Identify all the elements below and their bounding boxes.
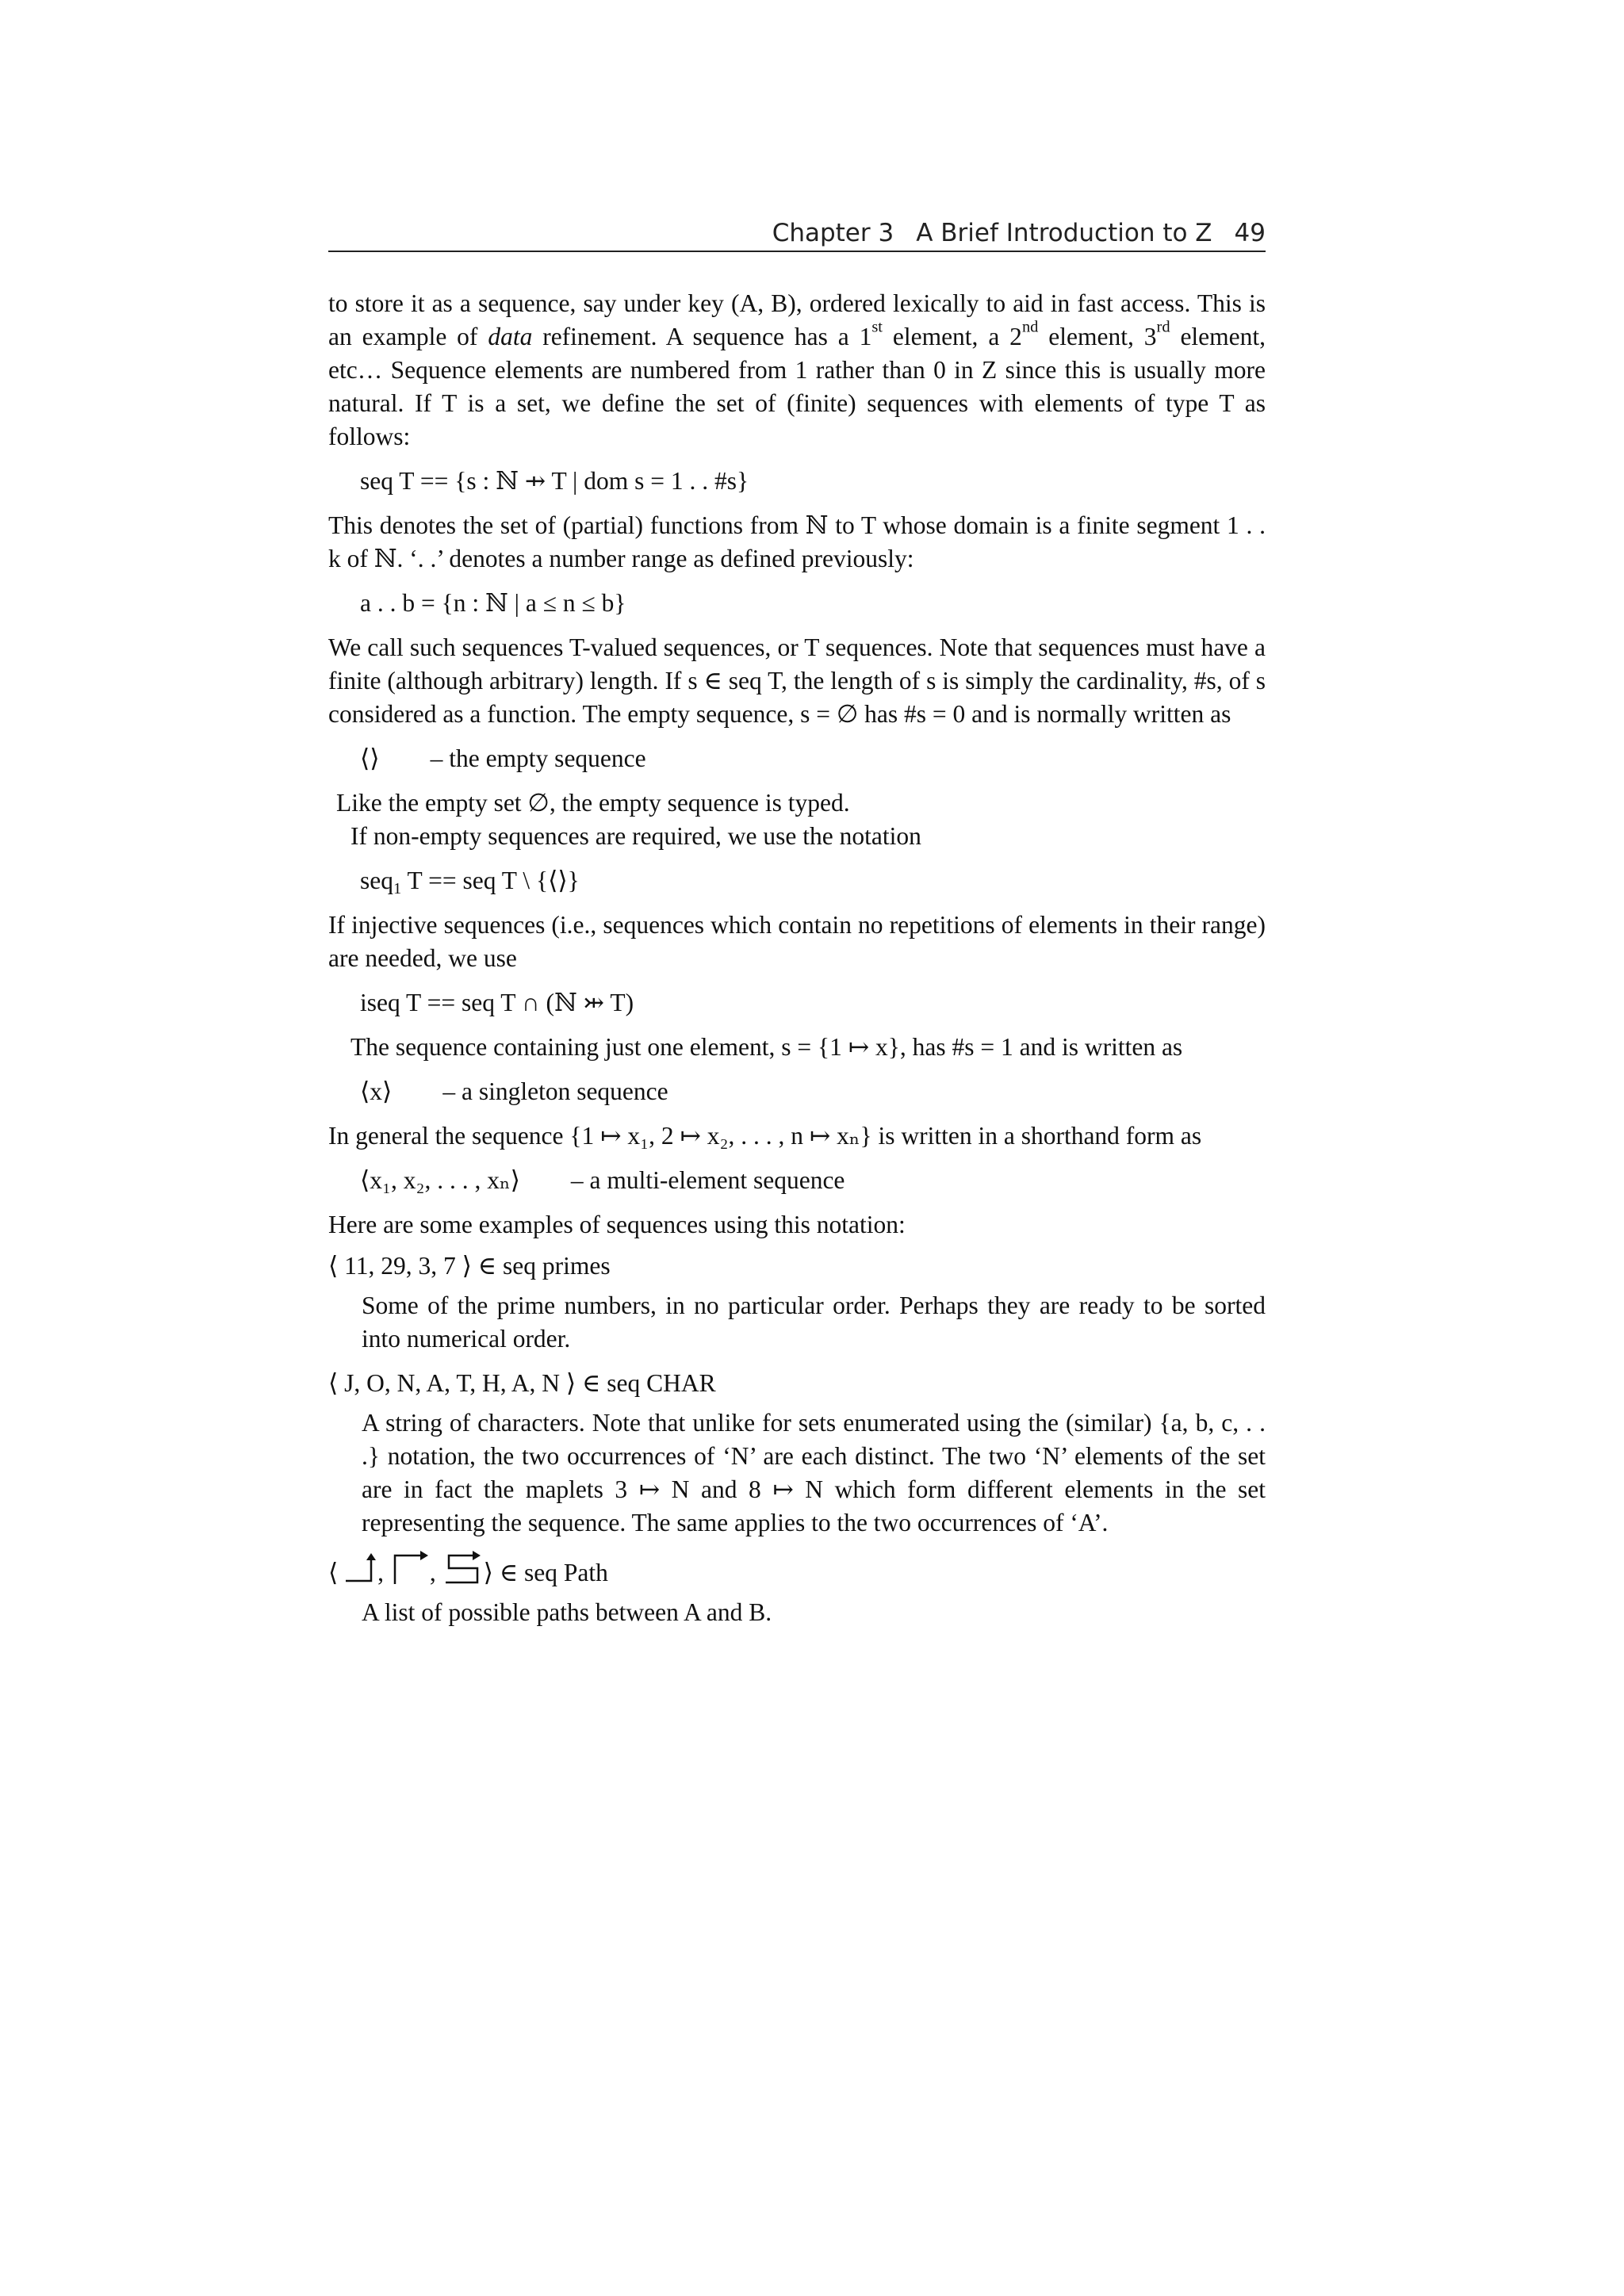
paragraph-singleton: The sequence containing just one element, s = {1 ↦ x}, has #s = 1 and is written as — [350, 1033, 1183, 1061]
paragraph-non-empty: If non-empty sequences are required, we use the notation — [350, 822, 921, 850]
path-loop-icon — [442, 1551, 484, 1586]
example-primes-description: Some of the prime numbers, in no particular order. Perhaps they are ready to be sorted into numerical order. — [362, 1292, 1266, 1353]
example-chars-description: A string of characters. Note that unlike for sets enumerated using the (similar) {a, b, c, . . .} notation, the two occurrences of ‘N’ are each distinct. The two ‘N’ elements of the set are in fact the maplets 3 ↦ N and 8 ↦ N which form different elements in the set representing the sequence. The same applies to the two occurrences of ‘A’. — [362, 1409, 1266, 1536]
empty-sequence-symbol: ⟨⟩ — [360, 744, 380, 772]
example-primes-term: ⟨ 11, 29, 3, 7 ⟩ ∈ seq primes — [328, 1252, 611, 1280]
paragraph-empty-typed: Like the empty set ∅, the empty sequence is typed. — [336, 789, 850, 817]
equation-seq1-definition — [360, 864, 1266, 897]
paragraph-general-sequence: In general the sequence {1 ↦ x₁, 2 ↦ x₂, . . . , n ↦ xₙ} is written in a shorthand form as — [328, 1122, 1202, 1150]
seq-keyword: seq — [360, 867, 393, 894]
path-right-icon — [390, 1551, 430, 1586]
multi-element-note: – a multi-element sequence — [570, 1166, 845, 1194]
chapter-label: Chapter 3 — [772, 219, 894, 247]
seq-subscript: 1 — [393, 880, 402, 898]
multi-element-symbol: ⟨x₁, x₂, . . . , xₙ⟩ — [360, 1166, 520, 1194]
example-chars-term: ⟨ J, O, N, A, T, H, A, N ⟩ ∈ seq CHAR — [328, 1369, 716, 1397]
page-body — [328, 287, 1266, 1640]
equation-empty-sequence — [360, 742, 1266, 775]
separator: , — [429, 1559, 436, 1586]
equation-singleton — [360, 1075, 1266, 1108]
equation-seq-definition: seq T == {s : ℕ ⇸ T | dom s = 1 . . #s} — [360, 467, 749, 495]
separator: , — [377, 1559, 385, 1586]
example-paths-term — [328, 1551, 1266, 1590]
ordinal-suffix: st — [871, 318, 883, 336]
equation-multi-element — [360, 1164, 1266, 1197]
text-run: to store it as a sequence, say under key (A, B), ordered lexically to aid in fast access. This is an example of — [328, 289, 1266, 350]
paragraph-partial-functions: This denotes the set of (partial) functions from ℕ to T whose domain is a finite segment 1 . . k of ℕ. ‘. .’ denotes a number range as defined previously: — [328, 511, 1266, 572]
text-run: refinement. A sequence has a 1 — [532, 323, 872, 350]
text-run: element, etc… Sequence elements are numbered from 1 rather than 0 in Z since this is usually more natural. If T is a set, we define the set of (finite) sequences with elements of type T as follows: — [328, 323, 1266, 450]
angle-open: ⟨ — [328, 1559, 339, 1586]
seq1-rhs: T == seq T \ {⟨⟩} — [401, 867, 580, 894]
paragraph-sequence-intro — [328, 287, 1266, 453]
paragraph-t-valued-sequences: We call such sequences T-valued sequences, or T sequences. Note that sequences must have a finite (although arbitrary) length. If s ∈ seq T, the length of s is simply the cardinality, #s, of s considered as a function. The empty sequence, s = ∅ has #s = 0 and is normally written as — [328, 633, 1266, 728]
path-sequence-suffix: ⟩ ∈ seq Path — [483, 1559, 608, 1586]
paragraph-examples-intro: Here are some examples of sequences using this notation: — [328, 1211, 906, 1238]
ordinal-suffix: rd — [1156, 318, 1170, 336]
example-paths-description: A list of possible paths between A and B. — [362, 1598, 772, 1626]
text-run: element, 3 — [1038, 323, 1157, 350]
empty-sequence-note: – the empty sequence — [430, 744, 646, 772]
equation-range-definition: a . . b = {n : ℕ | a ≤ n ≤ b} — [360, 589, 626, 617]
emphasis-data: data — [488, 323, 533, 350]
ordinal-suffix: nd — [1021, 318, 1039, 336]
chapter-title: A Brief Introduction to Z — [916, 219, 1212, 247]
text-run: element, a 2 — [882, 323, 1022, 350]
path-up-icon — [344, 1551, 377, 1586]
running-header — [328, 216, 1266, 252]
singleton-symbol: ⟨x⟩ — [360, 1077, 393, 1105]
equation-iseq-definition: iseq T == seq T ∩ (ℕ ⤔ T) — [360, 989, 634, 1016]
singleton-note: – a singleton sequence — [442, 1077, 668, 1105]
paragraph-injective: If injective sequences (i.e., sequences which contain no repetitions of elements in their range) are needed, we use — [328, 911, 1266, 972]
page-number: 49 — [1234, 219, 1266, 247]
